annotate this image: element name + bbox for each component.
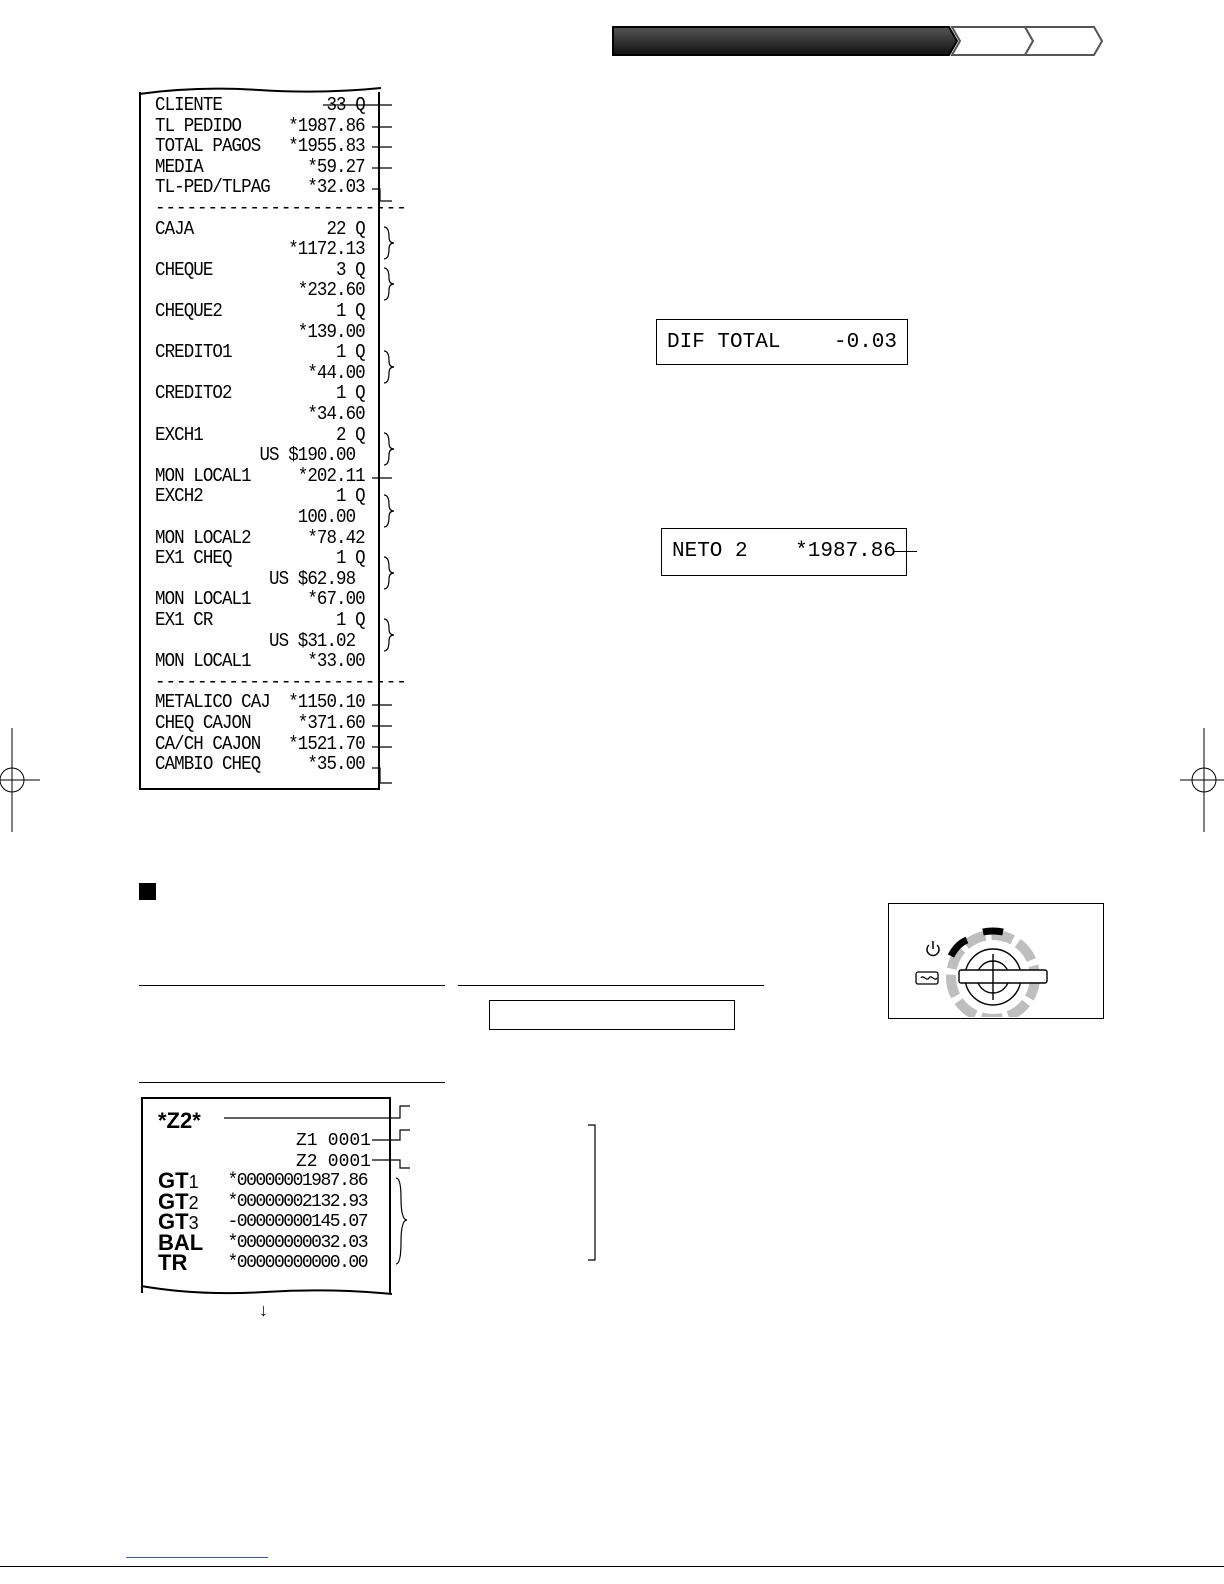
z-counter-value: 0001 [327,1151,371,1172]
receipt-line-value: *35.00 [307,753,365,776]
blank-display-box [489,1000,735,1030]
footer-link-underline [126,1557,268,1558]
receipt-line-label: MEDIA [155,155,203,178]
receipt-line-label: MON LOCAL1 [155,588,251,611]
rule-left-lower [139,1082,445,1083]
receipt-line-value: 3 Q [336,258,365,281]
registration-mark-right [1180,728,1224,832]
receipt-line-value: *232.60 [297,279,365,302]
registration-mark-left [0,728,40,832]
receipt-line-label: TL-PED/TLPAG [155,176,270,199]
receipt-line-value: US $62.98 [269,567,365,590]
receipt-line-value: 1 Q [336,547,365,570]
display-value: *1987.86 [795,540,896,563]
receipt-line-label: TOTAL PAGOS [155,135,261,158]
z2-callout-lines [224,1100,614,1270]
receipt-line-value: 2 Q [336,423,365,446]
section-bullet-square [139,883,156,900]
grand-total-value: *00000000000.00 [227,1253,367,1273]
receipt-line-label: MON LOCAL2 [155,526,251,549]
receipt-line-value: *1987.86 [288,114,365,137]
grand-total-label: GT [158,1188,189,1214]
receipt-line-value: 1 Q [336,382,365,405]
receipt-line-label: MON LOCAL1 [155,650,251,673]
grand-total-label: GT [158,1168,189,1193]
page-bottom-rule [0,1566,1224,1567]
z-counter-label: Z2 [296,1151,318,1172]
receipt-line-label: ------------------------ [155,197,407,219]
receipt-line-label: EX1 CR [155,609,213,631]
display-value: -0.03 [833,331,897,354]
receipt-line-value: *33.00 [307,650,365,673]
neto-callout-line [893,551,917,552]
receipt-line-value: 100.00 [297,506,365,528]
z-counter-value: 0001 [327,1131,371,1151]
power-icon [927,941,939,955]
receipt-line-value: 1 Q [336,485,365,508]
receipt-torn-edge-bottom [139,1284,394,1298]
receipt-line-value: *371.60 [297,712,365,734]
grand-total-index: 2 [188,1192,199,1213]
receipt-line-label: EX1 CHEQ [155,547,232,570]
receipt-line-value: *1172.13 [288,238,365,261]
grand-total-index: 1 [188,1172,199,1192]
receipt-line-value: *1521.70 [288,732,365,755]
grand-total-label: BAL [158,1229,204,1255]
receipt-line-label: CHEQ CAJON [155,712,251,734]
grand-total-label: GT [158,1209,189,1234]
receipt-callout-lines [320,95,400,795]
receipt-line-value: *59.27 [307,155,365,178]
grand-total-value: *00000000032.03 [227,1232,367,1253]
receipt-line-label: EXCH1 [155,423,203,446]
receipt-line-label: CAMBIO CHEQ [155,753,261,776]
dif-total-display [656,319,908,365]
receipt-line-value: *67.00 [307,588,365,611]
rule-middle [458,985,764,986]
receipt-line-value: US $31.02 [269,629,365,652]
receipt-line-label: TL PEDIDO [155,114,242,137]
rule-left [139,985,445,986]
grand-total-value: *00000001987.86 [227,1171,367,1191]
receipt-line-label: MON LOCAL1 [155,464,251,487]
receipt-line-value: *34.60 [307,403,365,425]
grand-total-value: *00000002132.93 [227,1191,367,1212]
continuation-arrow: ↓ [259,1300,268,1320]
infinity-icon [916,972,938,984]
grand-total-label: TR [158,1250,188,1275]
receipt-line-label: CLIENTE [155,94,223,116]
mode-switch-illustration [888,903,1104,1019]
receipt-line-label: METALICO CAJ [155,691,270,714]
mode-key-icon [889,904,1102,1017]
receipt-line-label: EXCH2 [155,485,203,508]
display-label: NETO 2 [672,540,748,563]
receipt-line-value: *202.11 [297,464,365,487]
receipt-line-value: *1150.10 [288,691,365,714]
neto-display [661,528,907,576]
receipt-line-label: CHEQUE [155,258,213,281]
receipt-line-label: ------------------------ [155,670,407,693]
receipt-line-value: 1 Q [336,341,365,364]
receipt-line-value: US $190.00 [259,444,365,467]
receipt-line-value: *78.42 [307,526,365,549]
receipt-line-label: CREDITO2 [155,382,232,405]
z-counter-label: Z1 [296,1131,318,1151]
receipt-line-label: CREDITO1 [155,341,232,364]
receipt-line-value: *1955.83 [288,135,365,158]
receipt-line-value: 1 Q [336,609,365,631]
display-label: DIF TOTAL [667,331,781,354]
receipt-line-value: *32.03 [307,176,365,199]
receipt-line-label: CAJA [155,217,194,240]
receipt-line-value: 22 Q [326,217,365,240]
chapter-tab-bar [612,24,1104,58]
receipt-line-value: *139.00 [297,320,365,343]
receipt-line-label: CHEQUE2 [155,300,223,322]
grand-total-index: 3 [188,1213,199,1233]
z2-report-title: *Z2* [158,1108,201,1133]
receipt-line-value: 33 Q [326,94,365,116]
receipt-line-value: 1 Q [336,300,365,322]
receipt-line-label: CA/CH CAJON [155,732,261,755]
receipt-line-value: *44.00 [307,361,365,384]
grand-total-value: -00000000145.07 [227,1212,367,1232]
